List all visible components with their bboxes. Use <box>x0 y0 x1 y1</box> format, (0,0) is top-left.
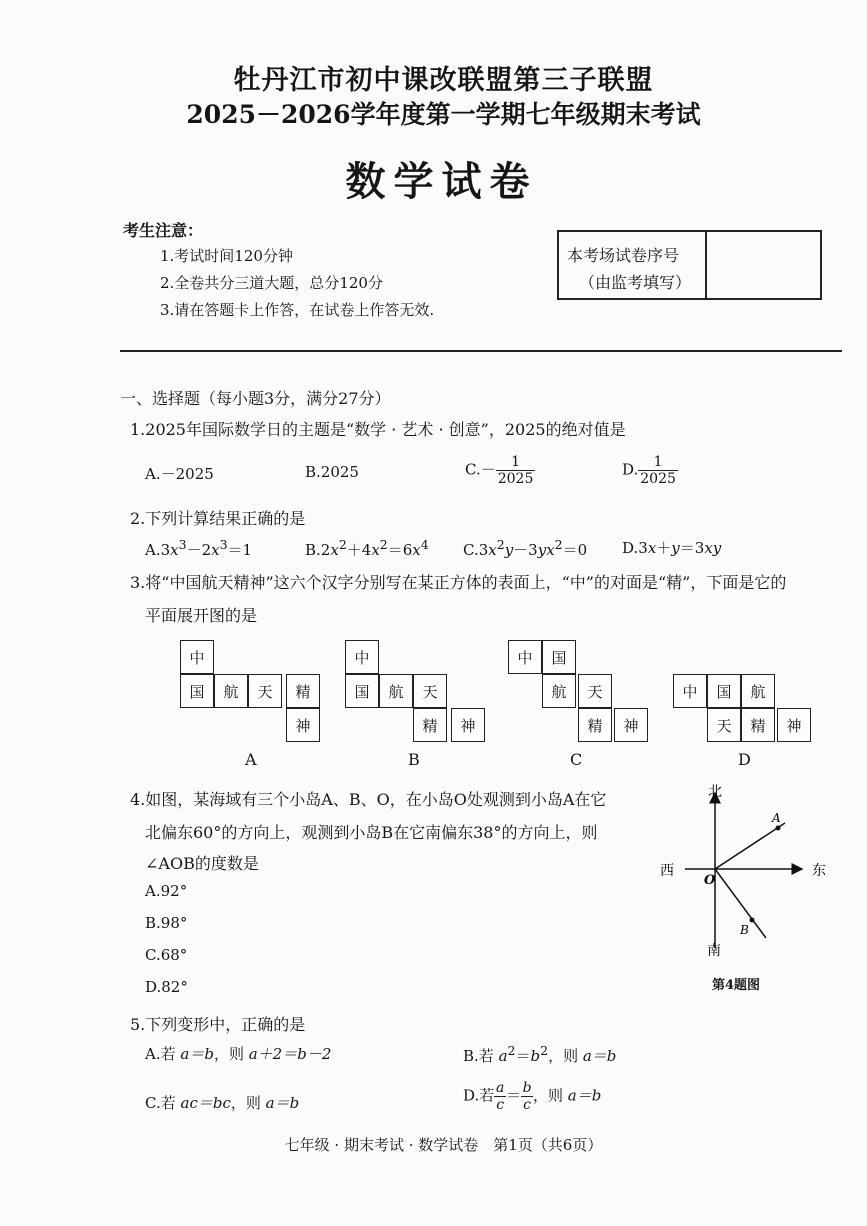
header-divider <box>120 350 842 352</box>
point-a <box>776 826 781 831</box>
notice-item: 1.考试时间120分钟 <box>160 247 293 265</box>
expression: a＝b <box>567 1086 602 1105</box>
fraction-numerator: b <box>522 1080 532 1096</box>
term: －3 <box>513 541 538 559</box>
exponent: 2 <box>496 537 505 552</box>
question-4-stem-line3: ∠AOB的度数是 <box>145 854 259 873</box>
question-5-stem: 5.下列变形中，正确的是 <box>130 1015 306 1034</box>
net-b-cell-shen: 神 <box>451 708 485 742</box>
q1-option-d-prefix: D. <box>622 460 639 479</box>
net-b-label: B <box>408 750 420 769</box>
fraction-numerator: 1 <box>653 454 663 470</box>
term: ＝0 <box>562 541 588 559</box>
variable: xy <box>704 539 722 557</box>
term: ＝ <box>515 1047 531 1065</box>
label-west: 西 <box>660 863 674 879</box>
label-south: 南 <box>707 943 721 959</box>
term: A.3 <box>145 541 171 559</box>
section-title: 一、选择题（每小题3分，满分27分） <box>120 389 391 408</box>
ray-oa <box>715 823 785 869</box>
term: ＋4 <box>346 541 372 559</box>
term: B.若 <box>463 1047 494 1065</box>
net-d-cell-guo: 国 <box>707 674 741 708</box>
net-a-label: A <box>245 750 257 769</box>
page-footer: 七年级 · 期末考试 · 数学试卷 第1页（共6页） <box>284 1136 603 1154</box>
seat-box-label: 本考场试卷序号 <box>567 246 680 265</box>
term: D.若 <box>463 1086 495 1105</box>
term: A.若 <box>145 1045 176 1063</box>
q2-option-c <box>463 537 587 560</box>
variable: x <box>211 541 220 559</box>
net-c-cell-jing: 精 <box>578 708 612 742</box>
q1-option-d-fraction <box>638 454 678 487</box>
variable: x <box>330 541 339 559</box>
label-o: O <box>704 873 716 888</box>
term: ，则 <box>532 1086 563 1105</box>
net-c-label: C <box>570 750 583 769</box>
fraction-denominator: c <box>523 1097 531 1113</box>
exponent: 2 <box>379 537 388 552</box>
question-4-stem-line1: 4.如图，某海域有三个小岛A、B、O，在小岛O处观测到小岛A在它 <box>130 790 607 809</box>
variable: b <box>530 1047 541 1065</box>
net-a-cell-shen: 神 <box>286 708 320 742</box>
net-c-cell-guo: 国 <box>542 640 576 674</box>
net-b-cell-zhong: 中 <box>345 640 379 674</box>
q2-option-d <box>622 537 721 558</box>
expression: ac＝bc <box>180 1094 231 1112</box>
net-c-cell-tian: 天 <box>578 674 612 708</box>
variable: x <box>412 541 421 559</box>
exponent: 3 <box>178 537 187 552</box>
net-b-cell-jing: 精 <box>413 708 447 742</box>
net-b-cell-guo: 国 <box>345 674 379 708</box>
point-b <box>750 918 755 923</box>
fraction-denominator: c <box>496 1097 505 1113</box>
q4-option-a: A.92° <box>145 882 188 900</box>
q4-option-b: B.98° <box>145 914 188 932</box>
term: ＋ <box>656 539 672 557</box>
paper-title: 数学试卷 <box>345 158 538 205</box>
school-alliance-title: 牡丹江市初中课改联盟第三子联盟 <box>233 65 654 96</box>
variable: x <box>546 541 555 559</box>
exponent: 2 <box>540 1043 549 1058</box>
net-a-cell-hang: 航 <box>214 674 248 708</box>
q5-option-b <box>463 1043 616 1066</box>
question-3-stem-line1: 3.将“中国航天精神”这六个汉字分别写在某正方体的表面上，“中”的对面是“精”，下面是它的 <box>130 573 787 592</box>
variable: y <box>537 541 547 559</box>
q1-option-c-prefix: C.－ <box>465 460 496 479</box>
label-north: 北 <box>708 784 722 800</box>
q2-option-b <box>305 537 429 560</box>
variable: x <box>488 541 497 559</box>
compass-figure <box>650 778 840 968</box>
term: ＝6 <box>387 541 413 559</box>
net-d-cell-zhong: 中 <box>673 674 707 708</box>
net-b-cell-hang: 航 <box>379 674 413 708</box>
label-a: A <box>772 811 781 825</box>
expression: a＝b <box>265 1094 300 1112</box>
question-4-stem-line2: 北偏东60°的方向上，观测到小岛B在它南偏东38°的方向上，则 <box>145 823 598 842</box>
term: C.3 <box>463 541 489 559</box>
variable: y <box>504 541 514 559</box>
notice-item: 3.请在答题卡上作答，在试卷上作答无效. <box>160 301 435 319</box>
q1-option-d <box>622 454 678 487</box>
exponent: 4 <box>420 537 429 552</box>
q1-option-b: B.2025 <box>305 463 359 481</box>
term: C.若 <box>145 1094 176 1112</box>
net-d-cell-hang: 航 <box>741 674 775 708</box>
term: ＝ <box>506 1086 522 1105</box>
net-a-cell-tian: 天 <box>248 674 282 708</box>
q1-option-c <box>465 454 535 487</box>
question-3-stem-line2: 平面展开图的是 <box>145 606 258 625</box>
figure-4-caption: 第4题图 <box>712 978 761 993</box>
label-east: 东 <box>812 863 826 879</box>
exponent: 2 <box>338 537 347 552</box>
expression: a＝b <box>180 1045 214 1063</box>
variable: a <box>498 1047 508 1065</box>
fraction <box>521 1080 533 1113</box>
fraction <box>494 1080 506 1113</box>
net-c-cell-hang: 航 <box>542 674 576 708</box>
exponent: 3 <box>219 537 228 552</box>
variable: y <box>671 539 680 557</box>
label-b: B <box>740 923 749 937</box>
question-1-stem: 1.2025年国际数学日的主题是“数学 · 艺术 · 创意”，2025的绝对值是 <box>130 420 626 439</box>
term: ＝1 <box>227 541 253 559</box>
q2-option-a <box>145 537 252 560</box>
term: ，则 <box>213 1045 244 1063</box>
net-c-cell-shen: 神 <box>614 708 648 742</box>
net-b-cell-tian: 天 <box>413 674 447 708</box>
expression: a＋2＝b－2 <box>248 1045 332 1063</box>
q1-option-c-fraction <box>496 454 536 487</box>
net-a-cell-zhong: 中 <box>180 640 214 674</box>
term: D.3 <box>622 539 648 557</box>
variable: x <box>170 541 179 559</box>
net-d-label: D <box>738 750 751 769</box>
net-d-cell-shen: 神 <box>777 708 811 742</box>
fraction-denominator: 2025 <box>497 471 534 487</box>
seat-box-sublabel: （由监考填写） <box>579 273 692 292</box>
seat-box-divider <box>705 232 707 298</box>
term: ，则 <box>548 1047 579 1065</box>
notice-heading: 考生注意： <box>123 221 204 240</box>
variable: x <box>371 541 380 559</box>
q4-option-c: C.68° <box>145 946 188 964</box>
q5-option-d <box>463 1080 601 1113</box>
q5-option-c <box>145 1092 299 1113</box>
net-c-cell-zhong: 中 <box>508 640 542 674</box>
exponent: 2 <box>507 1043 516 1058</box>
question-2-stem: 2.下列计算结果正确的是 <box>130 509 306 528</box>
term: ，则 <box>230 1094 261 1112</box>
q1-option-a: A.－2025 <box>145 465 214 483</box>
fraction-numerator: a <box>496 1080 505 1096</box>
term: B.2 <box>305 541 331 559</box>
exam-term-title: 2025－2026学年度第一学期七年级期末考试 <box>186 100 701 129</box>
q4-option-d: D.82° <box>145 978 188 996</box>
term: －2 <box>186 541 212 559</box>
exponent: 2 <box>554 537 563 552</box>
net-d-cell-jing: 精 <box>741 708 775 742</box>
fraction-numerator: 1 <box>511 454 520 470</box>
net-d-cell-tian: 天 <box>707 708 741 742</box>
q5-option-a <box>145 1043 331 1064</box>
fraction-denominator: 2025 <box>640 471 676 487</box>
net-a-cell-jing: 精 <box>286 674 320 708</box>
variable: x <box>647 539 657 557</box>
expression: a＝b <box>582 1047 617 1065</box>
seat-number-box <box>557 230 822 300</box>
notice-item: 2.全卷共分三道大题，总分120分 <box>160 274 383 292</box>
term: ＝3 <box>679 539 705 557</box>
net-a-cell-guo: 国 <box>180 674 214 708</box>
